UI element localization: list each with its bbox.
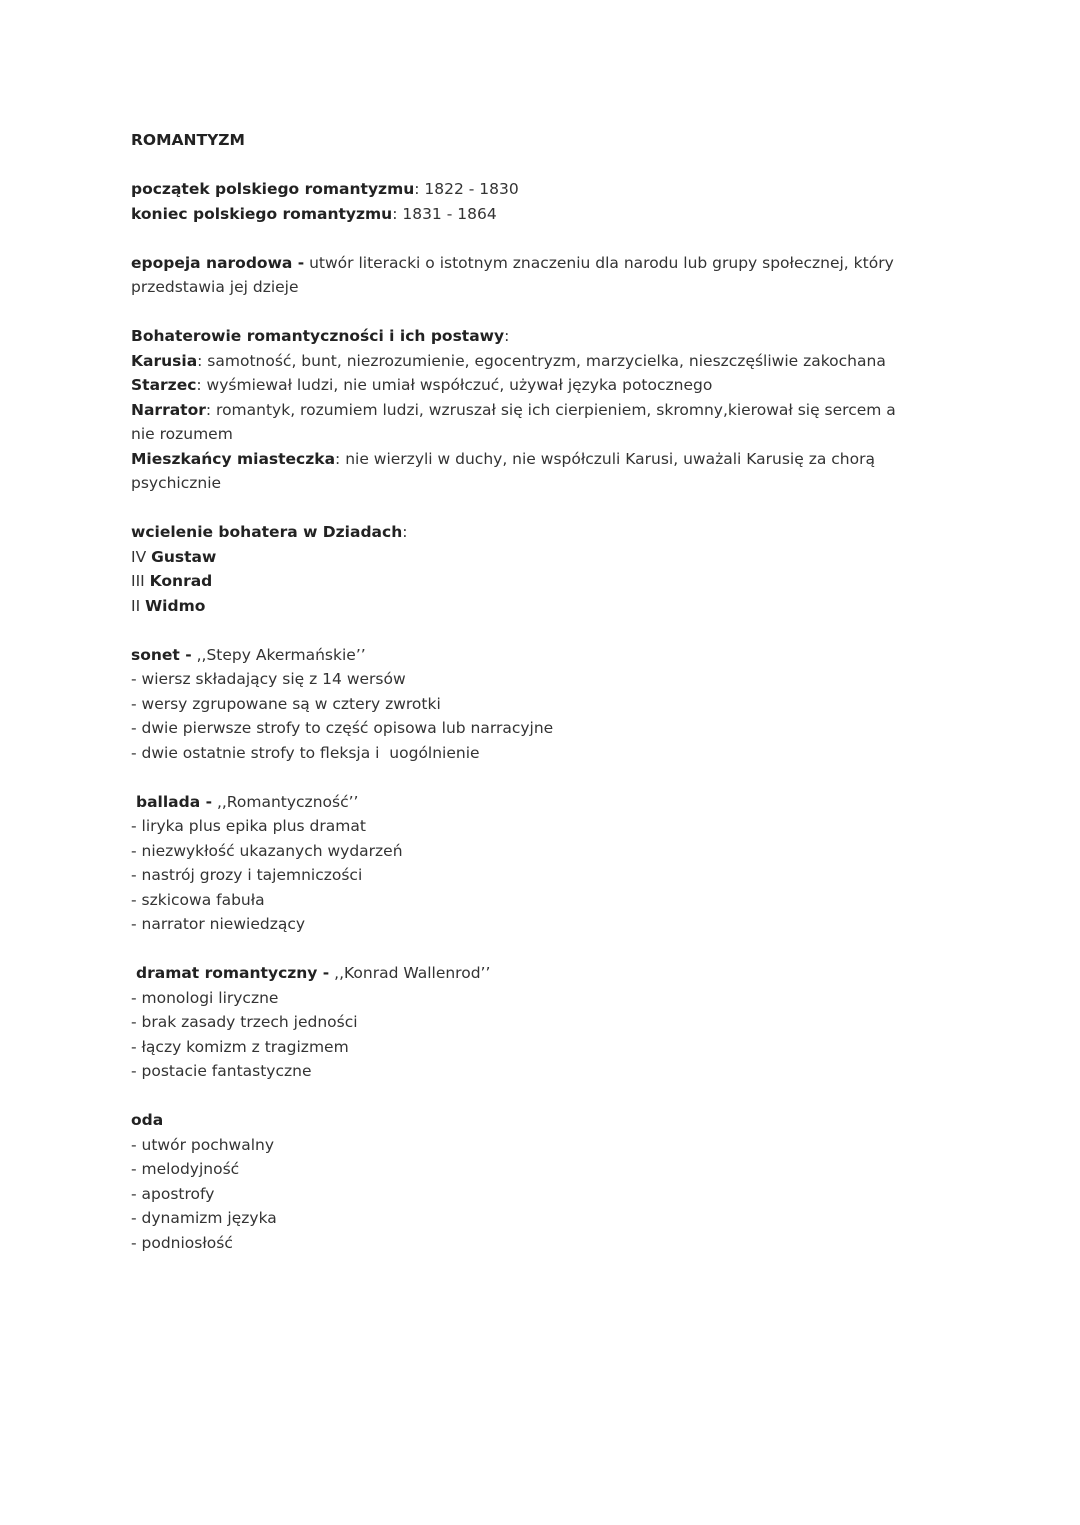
epopeja-definition-cont: przedstawia jej dzieje xyxy=(131,278,299,296)
romanticism-end-line xyxy=(131,202,951,227)
list-item: - łączy komizm z tragizmem xyxy=(131,1037,349,1056)
dziady-item: III Konrad xyxy=(131,572,213,590)
dramat-heading: dramat romantyczny - ,,Konrad Wallenrod’’ xyxy=(136,964,491,982)
page-title: ROMANTYZM xyxy=(131,131,245,149)
list-item: - liryka plus epika plus dramat xyxy=(131,817,366,835)
end-label: koniec polskiego romantyzmu xyxy=(131,204,393,223)
sonet-heading: sonet - ,,Stepy Akermańskie’’ xyxy=(131,645,366,664)
heroes-heading: Bohaterowie romantyczności i ich postawy: xyxy=(131,327,510,345)
list-item: - wersy zgrupowane są w cztery zwrotki xyxy=(131,694,441,713)
hero-narrator-cont: nie rozumem xyxy=(131,425,233,443)
list-item: - niezwykłość ukazanych wydarzeń xyxy=(131,841,403,860)
document-page xyxy=(131,128,951,1255)
list-item: - podniosłość xyxy=(131,1233,233,1252)
hero-townsfolk-cont: psychicznie xyxy=(131,474,222,492)
hero-narrator: Narrator: romantyk, rozumiem ludzi, wzruszał się ich cierpieniem, skromny,kierował się sercem a xyxy=(131,400,896,419)
hero-townsfolk: Mieszkańcy miasteczka: nie wierzyli w duchy, nie współczuli Karusi, uważali Karusię za chorą xyxy=(131,449,875,468)
hero-starzec: Starzec: wyśmiewał ludzi, nie umiał współczuć, używał języka potocznego xyxy=(131,376,713,394)
start-value: : 1822 - 1830 xyxy=(414,180,519,198)
epopeja-term: epopeja narodowa - xyxy=(131,253,305,272)
list-item: - brak zasady trzech jedności xyxy=(131,1013,358,1031)
list-item: - dwie pierwsze strofy to część opisowa lub narracyjne xyxy=(131,719,554,737)
list-item: - dynamizm języka xyxy=(131,1209,277,1227)
end-value: : 1831 - 1864 xyxy=(392,204,497,223)
list-item: - utwór pochwalny xyxy=(131,1135,275,1154)
hero-karusia: Karusia: samotność, bunt, niezrozumienie, egocentryzm, marzycielka, nieszczęśliwie zakochana xyxy=(131,351,886,370)
epopeja-definition: epopeja narodowa - utwór literacki o istotnym znaczeniu dla narodu lub grupy społecznej, który xyxy=(131,253,894,272)
list-item: - monologi liryczne xyxy=(131,988,279,1007)
list-item: - narrator niewiedzący xyxy=(131,915,306,933)
list-item: - melodyjność xyxy=(131,1160,240,1178)
oda-heading: oda xyxy=(131,1111,164,1129)
list-item: - dwie ostatnie strofy to fleksja i uogólnienie xyxy=(131,743,480,762)
list-item: - szkicowa fabuła xyxy=(131,890,265,909)
dziady-item: IV Gustaw xyxy=(131,547,217,566)
romanticism-start-line xyxy=(131,177,951,202)
list-item: - postacie fantastyczne xyxy=(131,1062,312,1080)
list-item: - wiersz składający się z 14 wersów xyxy=(131,670,406,688)
dziady-heading: wcielenie bohatera w Dziadach: xyxy=(131,523,408,541)
list-item: - apostrofy xyxy=(131,1184,215,1203)
list-item: - nastrój grozy i tajemniczości xyxy=(131,866,363,884)
start-label: początek polskiego romantyzmu xyxy=(131,180,415,198)
ballada-heading: ballada - ,,Romantyczność’’ xyxy=(136,792,359,811)
dziady-item: II Widmo xyxy=(131,596,206,615)
